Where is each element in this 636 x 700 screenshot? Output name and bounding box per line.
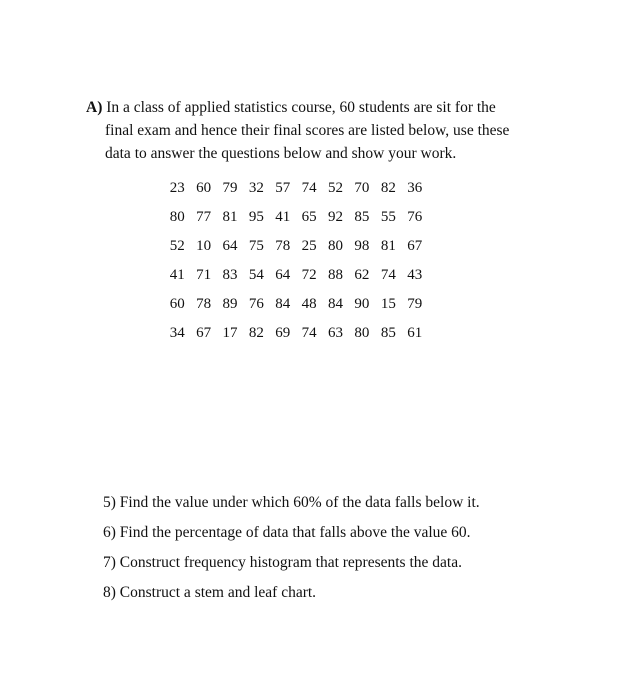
score-cell: 65	[301, 209, 317, 225]
score-cell: 55	[380, 209, 396, 225]
score-cell: 95	[248, 209, 264, 225]
score-cell: 67	[407, 238, 423, 254]
score-cell: 52	[328, 180, 344, 196]
score-cell: 64	[275, 267, 291, 283]
score-cell: 71	[196, 267, 212, 283]
score-cell: 76	[248, 296, 264, 312]
score-cell: 85	[380, 325, 396, 341]
score-cell: 41	[169, 267, 185, 283]
score-cell: 57	[275, 180, 291, 196]
score-cell: 81	[222, 209, 238, 225]
score-cell: 92	[328, 209, 344, 225]
question-7: 7) Construct frequency histogram that represents the data.	[103, 554, 462, 571]
score-cell: 41	[275, 209, 291, 225]
score-cell: 67	[196, 325, 212, 341]
score-cell: 52	[169, 238, 185, 254]
question-6: 6) Find the percentage of data that falls above the value 60.	[103, 524, 471, 541]
scores-table	[164, 174, 428, 348]
score-cell: 88	[328, 267, 344, 283]
score-cell: 17	[222, 325, 238, 341]
score-cell: 82	[380, 180, 396, 196]
score-cell: 61	[407, 325, 423, 341]
score-cell: 79	[222, 180, 238, 196]
score-cell: 80	[328, 238, 344, 254]
score-cell: 64	[222, 238, 238, 254]
problem-label: A)	[86, 99, 103, 116]
score-cell: 74	[380, 267, 396, 283]
score-cell: 10	[196, 238, 212, 254]
score-cell: 90	[354, 296, 370, 312]
score-cell: 76	[407, 209, 423, 225]
score-cell: 89	[222, 296, 238, 312]
scores-row	[164, 261, 428, 290]
score-cell: 32	[248, 180, 264, 196]
score-cell: 25	[301, 238, 317, 254]
problem-statement	[86, 96, 556, 165]
score-cell: 72	[301, 267, 317, 283]
score-cell: 36	[407, 180, 423, 196]
score-cell: 80	[354, 325, 370, 341]
score-cell: 15	[380, 296, 396, 312]
scores-row	[164, 232, 428, 261]
scores-row	[164, 319, 428, 348]
score-cell: 78	[275, 238, 291, 254]
score-cell: 74	[301, 180, 317, 196]
problem-line-1	[86, 96, 556, 119]
score-cell: 69	[275, 325, 291, 341]
score-cell: 70	[354, 180, 370, 196]
score-cell: 85	[354, 209, 370, 225]
question-list	[103, 488, 480, 608]
score-cell: 60	[196, 180, 212, 196]
scores-row	[164, 203, 428, 232]
problem-line-3: data to answer the questions below and show your work.	[105, 145, 457, 162]
score-cell: 62	[354, 267, 370, 283]
problem-text-1: In a class of applied statistics course, 60 students are sit for the	[106, 99, 496, 116]
score-cell: 48	[301, 296, 317, 312]
score-cell: 60	[169, 296, 185, 312]
problem-line-2: final exam and hence their final scores are listed below, use these	[105, 122, 510, 139]
score-cell: 43	[407, 267, 423, 283]
score-cell: 23	[169, 180, 185, 196]
score-cell: 82	[248, 325, 264, 341]
score-cell: 83	[222, 267, 238, 283]
score-cell: 75	[248, 238, 264, 254]
score-cell: 98	[354, 238, 370, 254]
score-cell: 77	[196, 209, 212, 225]
score-cell: 74	[301, 325, 317, 341]
score-cell: 84	[275, 296, 291, 312]
score-cell: 34	[169, 325, 185, 341]
score-cell: 84	[328, 296, 344, 312]
score-cell: 63	[328, 325, 344, 341]
score-cell: 80	[169, 209, 185, 225]
score-cell: 78	[196, 296, 212, 312]
scores-row	[164, 174, 428, 203]
score-cell: 54	[248, 267, 264, 283]
score-cell: 79	[407, 296, 423, 312]
question-8: 8) Construct a stem and leaf chart.	[103, 584, 317, 601]
question-5: 5) Find the value under which 60% of the data falls below it.	[103, 494, 480, 511]
scores-row	[164, 290, 428, 319]
score-cell: 81	[380, 238, 396, 254]
